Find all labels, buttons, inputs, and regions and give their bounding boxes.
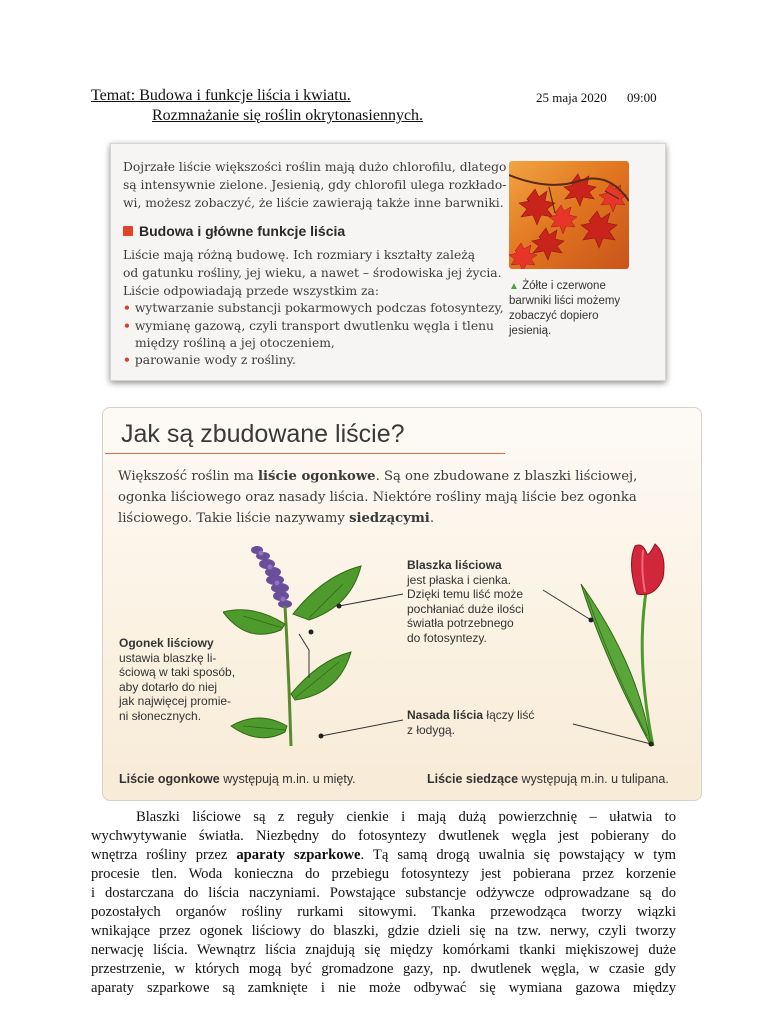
label-leaf-blade: Blaszka liściowa jest płaska i cienka. Dzięki temu liść może pochłaniać duże ilości światła potrzebnego do fotosyntezy. — [407, 558, 524, 645]
photo-caption — [509, 279, 620, 339]
bullet-text: wymianę gazową, czyli transport dwutlenku węgla i tlenu — [134, 319, 494, 333]
topic-title: Temat: Budowa i funkcje liścia i kwiatu. — [91, 87, 351, 104]
lesson-time: 09:00 — [627, 90, 657, 105]
paragraph-line: aparaty szparkowe są zamknięte i nie może odbywać się wymiana gazowa między — [91, 980, 676, 996]
bullet-item — [123, 317, 494, 335]
bullet-continuation: między rośliną a jej otoczeniem, — [135, 336, 335, 350]
bullet-icon: • — [123, 352, 131, 367]
paragraph-line: nerwację liścia. Wewnątrz liścia znajdują się między komórkami tkanki miękiszowej duże — [91, 942, 676, 958]
label-leaf-base: Nasada liścia łączy liść z łodygą. — [407, 708, 535, 737]
body-line: Liście odpowiadają przede wszystkim za: — [123, 284, 379, 298]
textbook-excerpt-leaf-structure — [102, 407, 702, 801]
section-heading — [123, 223, 345, 239]
bullet-icon: • — [123, 318, 131, 333]
intro-line: Większość roślin ma liście ogonkowe. Są one zbudowane z blaszki liściowej, — [118, 469, 638, 484]
section-heading-text: Budowa i główne funkcje liścia — [139, 223, 346, 239]
bullet-text: wytwarzanie substancji pokarmowych podczas fotosyntezy, — [134, 301, 504, 315]
caption-line: Żółte i czerwone — [522, 280, 606, 292]
caption-line: zobaczyć dopiero — [509, 310, 599, 322]
bullet-item — [123, 351, 296, 369]
paragraph-line: wychwytywanie światła. Niezbędny do fotosyntezy dwutlenek węgla jest pobierany do — [91, 828, 676, 844]
caption-line: jesienią. — [509, 325, 552, 337]
intro-line: liściowego. Takie liście nazywamy siedzącymi. — [118, 511, 435, 526]
bullet-text: parowanie wody z rośliny. — [134, 353, 296, 367]
red-square-icon — [123, 226, 133, 236]
lesson-date: 25 maja 2020 — [536, 90, 607, 105]
body-line: od gatunku rośliny, jej wieku, a nawet – środowiska jej życia. — [123, 266, 502, 280]
paragraph-line: przestrzenie, w których mogą być gromadzone gazy, np. dwutlenek węgla, w czasie gdy — [91, 961, 676, 977]
label-petiole: Ogonek liściowy ustawia blaszkę li- ściową w taki sposób, aby dotarło do niej jak najwięcej promie- ni słonecznych. — [119, 636, 236, 723]
bullet-item — [123, 299, 504, 317]
topic-subtitle: Rozmnażanie się roślin okrytonasiennych. — [152, 107, 424, 124]
footnote-sessile: Liście siedzące występują m.in. u tulipana. — [427, 772, 669, 786]
autumn-leaves-photo — [509, 161, 629, 269]
paragraph-line: procesie tlen. Woda konieczna do przebiegu fotosyntezy jest pobierana przez korzenie — [91, 866, 676, 882]
paragraph-line: wnętrza rośliny przez aparaty szparkowe. Tą samą drogą uwalnia się powstający w tym — [91, 847, 676, 863]
footnote-petiolate: Liście ogonkowe występują m.in. u mięty. — [119, 772, 356, 786]
paragraph-line: i dostarczana do liścia naczyniami. Powstające substancje odżywcze odprowadzane są do — [91, 885, 676, 901]
textbook-excerpt-leaf-functions — [110, 143, 666, 381]
paragraph-line: wnikające przez ogonek liściowy do blaszki, gdzie dzieli się na tzw. nerwy, czyli tworzy — [91, 923, 676, 939]
section-title: Jak są zbudowane liście? — [121, 420, 405, 448]
intro-line: ogonka liściowego oraz nasady liścia. Niektóre rośliny mają liście bez ogonka — [118, 490, 637, 505]
intro-line: są intensywnie zielone. Jesienią, gdy chlorofil ulega rozkłado- — [123, 178, 507, 192]
intro-line: wi, możesz zobaczyć, że liście zawierają także inne barwniki. — [123, 196, 504, 210]
intro-line: Dojrzałe liście większości roślin mają dużo chlorofilu, dlatego — [123, 160, 507, 174]
body-line: Liście mają różną budowę. Ich rozmiary i kształty zależą — [123, 248, 476, 262]
annotation-leader-lines — [103, 408, 701, 800]
paragraph-line: Blaszki liściowe są z reguły cienkie i mają dużą powierzchnię – ułatwia to — [136, 809, 676, 825]
bullet-icon: • — [123, 300, 131, 315]
caption-line: barwniki liści możemy — [509, 295, 621, 307]
paragraph-line: pozostałych organów rośliny rurkami sitowymi. Tkanka przewodząca tworzy wiązki — [91, 904, 676, 920]
arrow-up-icon: ▲ — [509, 281, 519, 292]
